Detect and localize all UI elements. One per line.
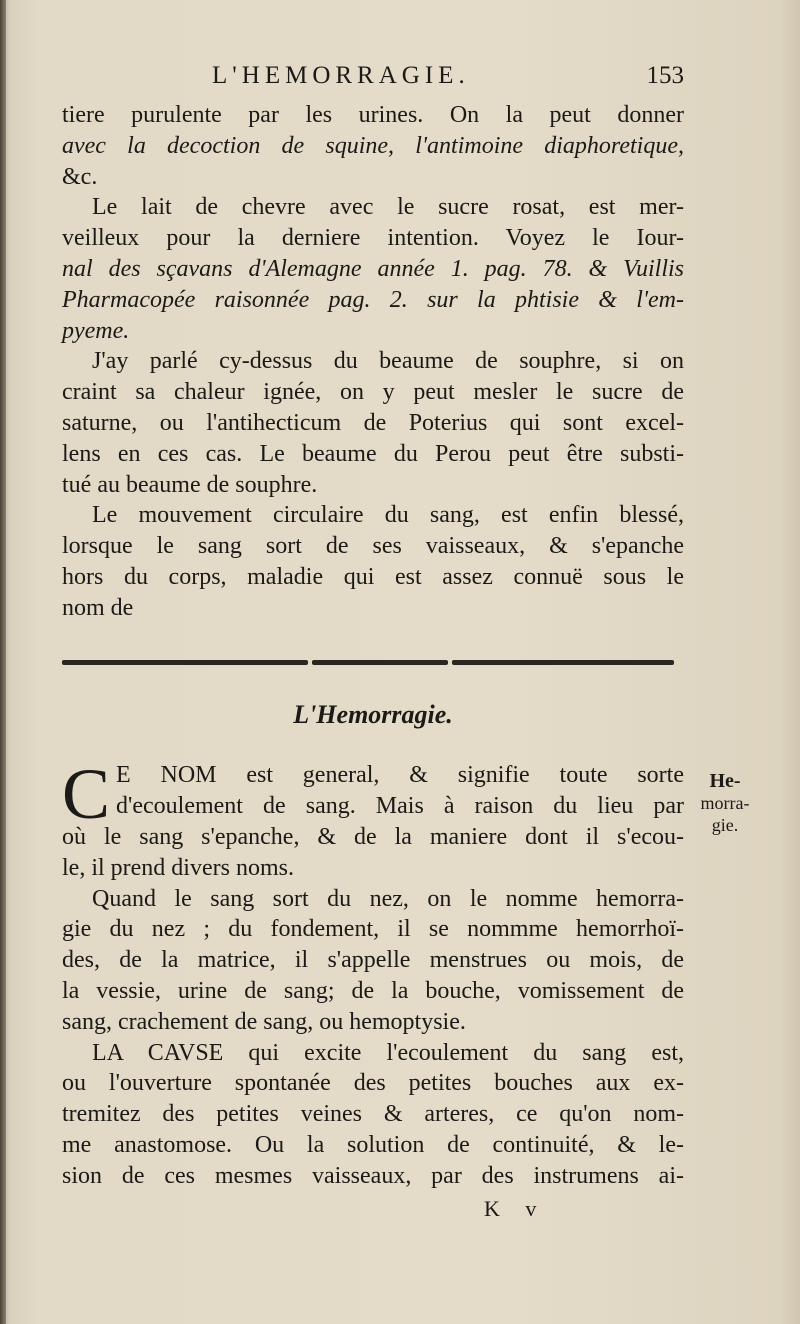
text-line: hors du corps, maladie qui est assez connuë sous le (62, 563, 684, 590)
text-line: où le sang s'epanche, & de la maniere dont il s'ecou- (62, 824, 684, 850)
text-line: craint sa chaleur ignée, on y peut mesler le sucre de (62, 379, 684, 406)
drop-cap: C (62, 754, 111, 834)
text-line: avec la decoction de squine, l'antimoine diaphoretique, (62, 132, 684, 159)
text-line: me anastomose. Ou la solution de continuité, & le- (62, 1131, 684, 1158)
top-section-text (62, 100, 684, 624)
text-line: la vessie, urine de sang; de la bouche, vomissement de (62, 977, 684, 1004)
text-line: tiere purulente par les urines. On la peut donner (62, 102, 684, 128)
text-line: tué au beaume de souphre. (62, 471, 318, 498)
text-line: d'ecoulement de sang. Mais à raison du lieu par (116, 792, 684, 819)
text-line: J'ay parlé cy-dessus du beaume de souphre, si on (92, 348, 684, 375)
text-line: Quand le sang sort du nez, on le nomme hemorra- (92, 885, 684, 912)
text-line: Le mouvement circulaire du sang, est enfin blessé, (92, 502, 684, 529)
book-spine-shadow (0, 0, 6, 1324)
text-line: nom de (62, 594, 134, 621)
text-line: lens en ces cas. Le beaume du Perou peut être substi- (62, 440, 684, 467)
text-line: E NOM est general, & signifie toute sorte (116, 762, 684, 788)
text-line: Le lait de chevre avec le sucre rosat, est mer- (92, 194, 684, 221)
text-line: lorsque le sang sort de ses vaisseaux, & s'epanche (62, 533, 684, 560)
text-line: saturne, ou l'antihecticum de Poterius qui sont excel- (62, 409, 684, 436)
text-line: Pharmacopée raisonnée pag. 2. sur la phtisie & l'em- (62, 286, 684, 313)
rule-segment (452, 660, 674, 665)
margin-note-line: morra- (700, 793, 750, 813)
text-line: des, de la matrice, il s'appelle menstrues ou mois, de (62, 947, 684, 974)
margin-note (690, 770, 760, 836)
page-number: 153 (646, 62, 684, 89)
signature-mark: K v (484, 1196, 547, 1221)
rule-segment (312, 660, 448, 665)
text-line: le, il prend divers noms. (62, 854, 294, 881)
text-line: LA CAVSE qui excite l'ecoulement du sang est, (92, 1039, 684, 1066)
text-line: tremitez des petites veines & arteres, ce qu'on nom- (62, 1101, 684, 1128)
text-line: &c. (62, 163, 98, 190)
second-section-text (62, 754, 684, 1192)
section-divider-rule (62, 660, 678, 666)
rule-segment (62, 660, 308, 665)
text-line: nal des sçavans d'Alemagne année 1. pag. 78. & Vuillis (62, 255, 684, 282)
text-line: sion de ces mesmes vaisseaux, par des instrumens ai- (62, 1162, 684, 1189)
running-head (62, 62, 684, 96)
text-line: ou l'ouverture spontanée des petites bouches aux ex- (62, 1070, 684, 1097)
margin-note-line: gie. (711, 815, 739, 835)
running-head-title: L'HEMORRAGIE. (212, 62, 470, 89)
text-line: gie du nez ; du fondement, il se nommme hemorrhoï- (62, 916, 684, 943)
text-line: pyeme. (62, 317, 130, 344)
text-line: sang, crachement de sang, ou hemoptysie. (62, 1008, 466, 1035)
text-line: veilleux pour la derniere intention. Voyez le Iour- (62, 225, 684, 252)
section-title: L'Hemorragie. (293, 700, 453, 729)
margin-note-line: He- (709, 770, 741, 792)
